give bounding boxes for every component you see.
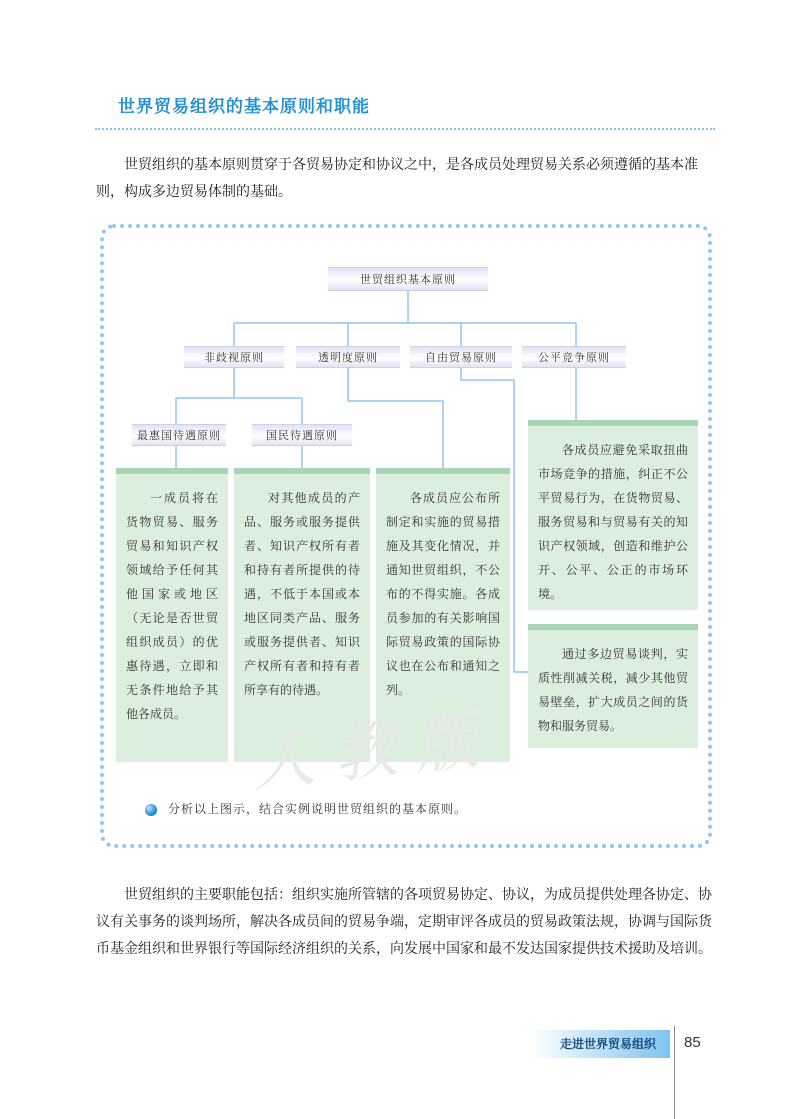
card-free-trade-text: 通过多边贸易谈判，实质性削减关税，减少其他贸易壁垒，扩大成员之间的货物和服务贸易。 [538,647,688,733]
principle-transparency: 透明度原则 [296,346,400,368]
chapter-footer: 走进世界贸易组织 [530,1030,670,1058]
card-transparency-text: 各成员应公布所制定和实施的贸易措施及其变化情况，并通知世贸组织，不公布的不得实施。各成员参加的有关影响国际贸易政策的国际协议也在公布和通知之列。 [386,491,500,697]
footer-divider [674,1026,675,1119]
title-divider [95,128,715,130]
card-mfn [116,468,228,762]
page-number: 85 [684,1034,701,1051]
intro-paragraph: 世贸组织的基本原则贯穿于各贸易协定和协议之中，是各成员处理贸易关系必须遵循的基本准则，构成多边贸易体制的基础。 [96,157,698,200]
publisher-watermark: 人教版 [247,702,500,802]
section-title: 世界贸易组织的基本原则和职能 [118,97,370,117]
card-free-trade [528,624,698,748]
principle-non-discrimination: 非歧视原则 [184,346,284,368]
principle-fair-competition: 公平竞争原则 [522,346,626,368]
root-node: 世贸组织基本原则 [328,267,488,291]
bullet-dot-icon [145,804,157,816]
discussion-question: 分析以上图示，结合实例说明世贸组织的基本原则。 [168,802,468,816]
functions-paragraph: 世贸组织的主要职能包括：组织实施所管辖的各项贸易协定、协议，为成员提供处理各协定、协议有关事务的谈判场所，解决各成员间的贸易争端，定期审评各成员的贸易政策法规，协调与国际货币基金组织和世界银行等国际经济组织的关系，向发展中国家和最不发达国家提供技术援助及培训。 [96,887,712,957]
card-fair-competition-text: 各成员应避免采取扭曲市场竞争的措施，纠正不公平贸易行为，在货物贸易、服务贸易和与贸易有关的知识产权领域，创造和维护公开、公平、公正的市场环境。 [538,443,688,601]
card-national-treatment-text: 对其他成员的产品、服务或服务提供者、知识产权所有者和持有者所提供的待遇，不低于本国或本地区同类产品、服务或服务提供者、知识产权所有者和持有者所享有的待遇。 [244,491,360,697]
card-fair-competition [528,420,698,610]
sub-principle-mfn: 最惠国待遇原则 [132,424,226,446]
sub-principle-national-treatment: 国民待遇原则 [252,424,352,446]
card-mfn-text: 一成员将在货物贸易、服务贸易和知识产权领域给予任何其他国家或地区（无论是否世贸组织成员）的优惠待遇，立即和无条件地给予其他各成员。 [126,491,218,721]
principle-free-trade: 自由贸易原则 [410,346,512,368]
